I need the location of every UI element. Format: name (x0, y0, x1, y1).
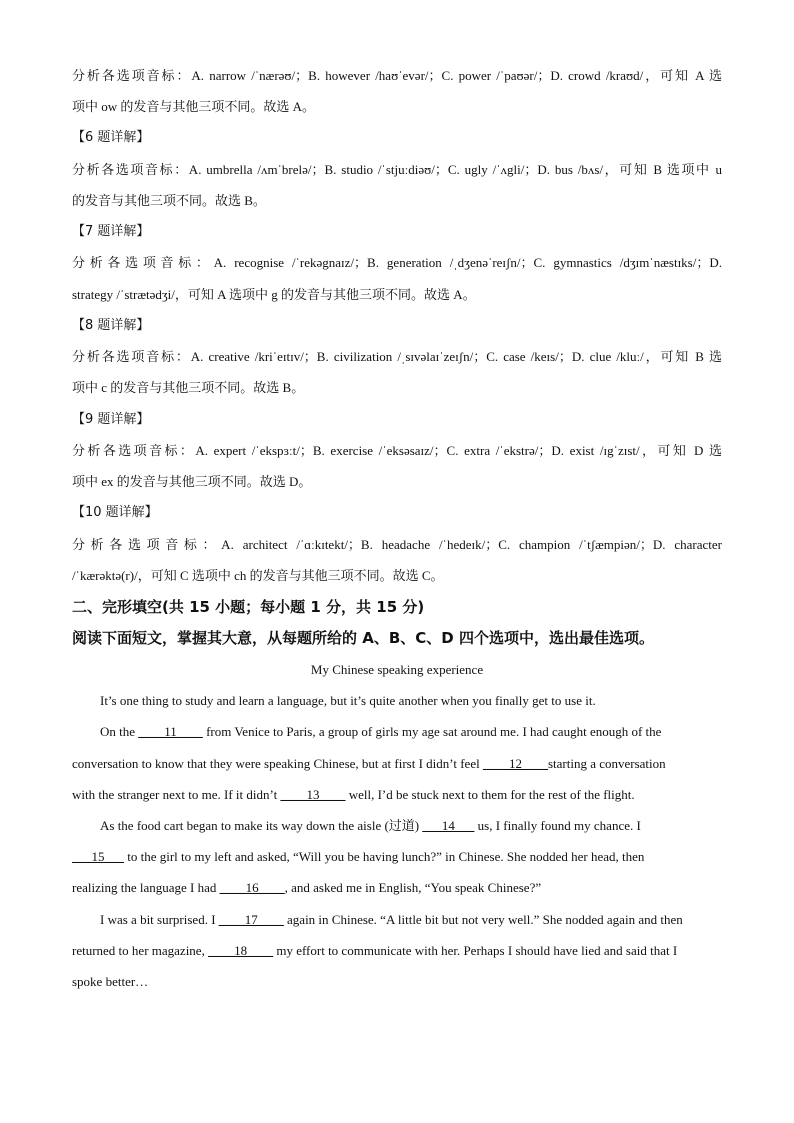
passage-text: , and asked me in English, “You speak Chinese?” (284, 880, 542, 895)
passage-text: I was a bit surprised. I (100, 912, 219, 927)
question-header: 【7 题详解】 (72, 224, 150, 239)
passage-title: My Chinese speaking experience (310, 662, 484, 677)
passage-text: from Venice to Paris, a group of girls my age sat around me. I had caught enough of the (202, 724, 662, 739)
passage-text: to the girl to my left and asked, “Will you be having lunch?” in Chinese. She nodded her head, then (124, 849, 645, 864)
passage-line (72, 723, 722, 741)
passage-text: again in Chinese. “A little bit but not very well.” She nodded again and then (283, 912, 683, 927)
passage-line (72, 817, 722, 835)
blank-11: ____11____ (138, 724, 203, 739)
section-instructions: 阅读下面短文，掌握其大意，从每题所给的 A、B、C、D 四个选项中，选出最佳选项。 (72, 629, 654, 647)
passage-line (72, 942, 722, 960)
passage-line (72, 911, 722, 929)
passage-line (72, 755, 722, 773)
text-line: 的发音与其他三项不同。故选 B。 (72, 193, 266, 208)
passage-text: my effort to communicate with her. Perhaps I should have lied and said that I (273, 943, 678, 958)
passage-line: spoke better… (72, 974, 149, 989)
passage-line (72, 786, 722, 804)
blank-18: ____18____ (208, 943, 274, 958)
text-line: 分析各选项音标：A. recognise /ˈrekəgnaɪz/；B. generation /ˌdʒenəˈreɪʃn/；C. gymnastics /dʒɪmˈnæstɪks/；D. (72, 255, 722, 270)
passage-text: returned to her magazine, (72, 943, 209, 958)
question-header: 【9 题详解】 (72, 412, 150, 427)
text-line: 项中 ex 的发音与其他三项不同。故选 D。 (72, 474, 312, 489)
passage-text: us, I finally found my chance. I (474, 818, 641, 833)
question-header: 【8 题详解】 (72, 318, 150, 333)
text-line: 分析各选项音标：A. narrow /ˈnærəʊ/；B. however /haʊˈevər/；C. power /ˈpaʊər/；D. crowd /kraʊd/，可知 A 选 (72, 68, 722, 83)
text-line: 分析各选项音标：A. expert /ˈekspɜːt/；B. exercise /ˈeksəsaɪz/；C. extra /ˈekstrə/；D. exist /ɪgˈzɪst/，可知 D 选 (72, 443, 722, 458)
text-line: strategy /ˈstrætədʒi/，可知 A 选项中 g 的发音与其他三项不同。故选 A。 (72, 287, 476, 302)
question-header: 【10 题详解】 (72, 505, 158, 520)
question-header: 【6 题详解】 (72, 130, 150, 145)
section-title: 二、完形填空(共 15 小题；每小题 1 分，共 15 分) (72, 598, 425, 616)
blank-12: ____12____ (482, 756, 548, 771)
passage-text: starting a conversation (547, 756, 666, 771)
text-line: /ˈkærəktə(r)/，可知 C 选项中 ch 的发音与其他三项不同。故选 C。 (72, 568, 444, 583)
passage-text: conversation to know that they were speaking Chinese, but at first I didn’t feel (72, 756, 483, 771)
blank-13: ____13____ (280, 787, 346, 802)
text-line: 分析各选项音标：A. umbrella /ʌmˈbrelə/；B. studio /ˈstjuːdiəʊ/；C. ugly /ˈʌgli/；D. bus /bʌs/，可知 B 选项中 u (72, 162, 722, 177)
blank-14: ___14___ (422, 818, 475, 833)
passage-text: On the (100, 724, 139, 739)
blank-17: ____17____ (218, 912, 284, 927)
text-line: 项中 c 的发音与其他三项不同。故选 B。 (72, 380, 305, 395)
passage-text: with the stranger next to me. If it didn’t (72, 787, 281, 802)
passage-line (72, 848, 722, 866)
passage-text: As the food cart began to make its way down the aisle (过道) (100, 818, 423, 833)
passage-line: It’s one thing to study and learn a language, but it’s quite another when you finally get to use it. (100, 693, 596, 708)
text-line: 项中 ow 的发音与其他三项不同。故选 A。 (72, 99, 316, 114)
blank-16: ____16____ (219, 880, 285, 895)
text-line: 分析各选项音标：A. architect /ˈɑːkɪtekt/；B. headache /ˈhedeɪk/；C. champion /ˈtʃæmpiən/；D. character (72, 537, 722, 552)
passage-text: realizing the language I had (72, 880, 220, 895)
text-line: 分析各选项音标：A. creative /kriˈeɪtɪv/；B. civilization /ˌsɪvəlaɪˈzeɪʃn/；C. case /keɪs/；D. clue /kluː/，可知 B 选 (72, 349, 722, 364)
passage-line (72, 879, 722, 897)
blank-15: ___15___ (72, 849, 124, 864)
passage-text: well, I’d be stuck next to them for the rest of the flight. (345, 787, 635, 802)
